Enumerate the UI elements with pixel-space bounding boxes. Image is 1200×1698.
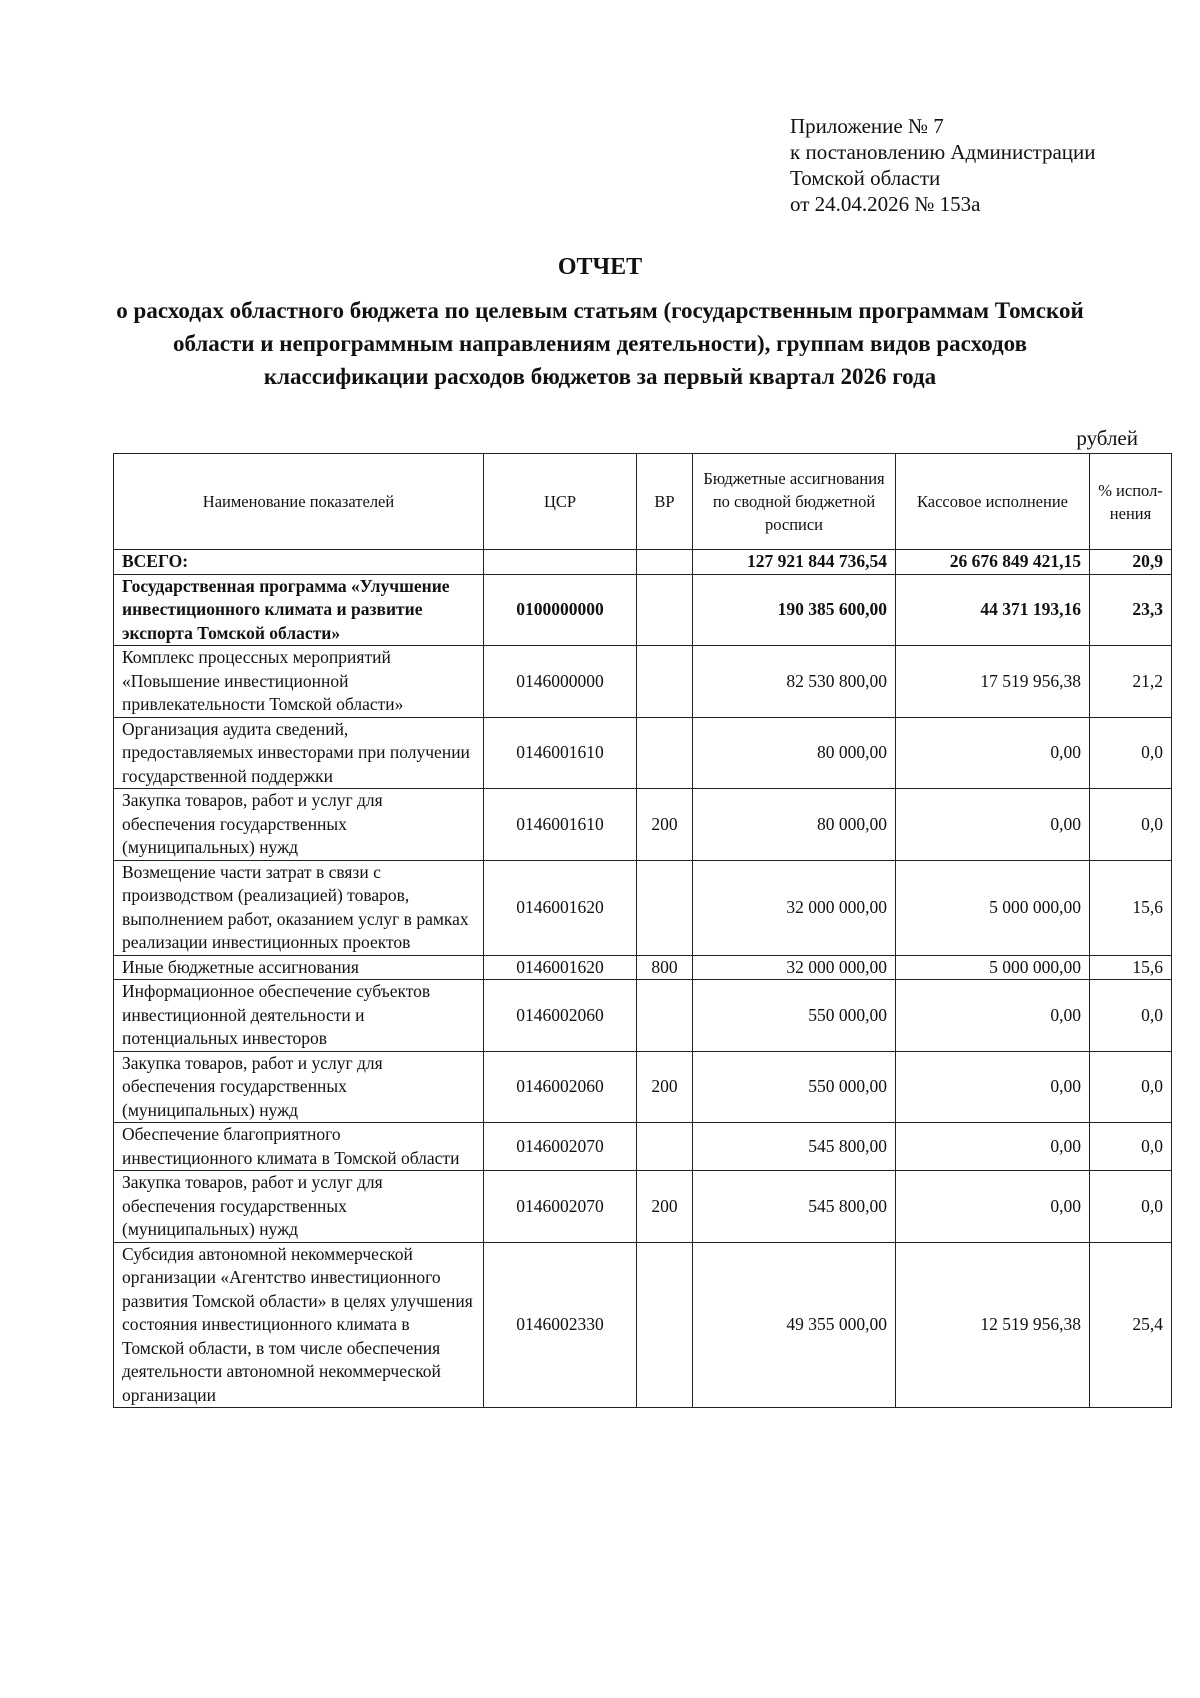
report-title: ОТЧЕТ [557, 254, 643, 280]
cell-pct: 15,6 [1090, 955, 1172, 980]
cell-cash: 5 000 000,00 [896, 860, 1090, 955]
cell-name: ВСЕГО: [114, 550, 484, 575]
header-name: Наименование показателей [114, 454, 484, 550]
cell-name: Субсидия автономной некоммерческой организации «Агентство инвестиционного развития Томской области» в целях улучшения состояния инвестиционного климата в Томской области, в том числе обеспечения деятельности автономной некоммерческой организации [114, 1242, 484, 1408]
cell-budget: 49 355 000,00 [693, 1242, 896, 1408]
cell-vr: 200 [637, 1051, 693, 1123]
cell-vr: 800 [637, 955, 693, 980]
cell-vr: 200 [637, 789, 693, 861]
appendix-reference [790, 113, 1096, 217]
cell-csr: 0146001620 [484, 860, 637, 955]
appendix-line: Приложение № 7 [790, 114, 944, 138]
units-label: рублей [1076, 426, 1138, 450]
cell-budget: 550 000,00 [693, 980, 896, 1052]
cell-cash: 17 519 956,38 [896, 646, 1090, 718]
cell-csr: 0146002070 [484, 1171, 637, 1243]
cell-vr [637, 980, 693, 1052]
report-subtitle: о расходах областного бюджета по целевым статьям (государственным программам Томской области и непрограммным направлениям деятельности), группам видов расходов классификации расходов бюджетов за первый квартал 2026 года [116, 298, 1084, 389]
cell-name: Возмещение части затрат в связи с производством (реализацией) товаров, выполнением работ, оказанием услуг в рамках реализации инвестиционных проектов [114, 860, 484, 955]
cell-budget: 545 800,00 [693, 1171, 896, 1243]
cell-budget: 127 921 844 736,54 [693, 550, 896, 575]
cell-name: Закупка товаров, работ и услуг для обеспечения государственных (муниципальных) нужд [114, 1171, 484, 1243]
table-row [114, 955, 1172, 980]
table-row [114, 550, 1172, 575]
cell-pct: 0,0 [1090, 1051, 1172, 1123]
cell-pct: 0,0 [1090, 789, 1172, 861]
table-row [114, 980, 1172, 1052]
cell-csr: 0146001610 [484, 789, 637, 861]
table-header [114, 454, 1172, 550]
cell-pct: 0,0 [1090, 980, 1172, 1052]
cell-pct: 15,6 [1090, 860, 1172, 955]
cell-csr: 0146002070 [484, 1123, 637, 1171]
appendix-line: от 24.04.2026 № 153а [790, 192, 981, 216]
table-row [114, 1051, 1172, 1123]
appendix-line: Томской области [790, 166, 941, 190]
cell-budget: 80 000,00 [693, 789, 896, 861]
cell-csr: 0146001610 [484, 717, 637, 789]
cell-vr [637, 550, 693, 575]
header-budget: Бюджетные ассигнования по сводной бюджетной росписи [693, 454, 896, 550]
cell-csr: 0146001620 [484, 955, 637, 980]
cell-name: Организация аудита сведений, предоставляемых инвесторами при получении государственной поддержки [114, 717, 484, 789]
report-table [113, 453, 1172, 1408]
cell-pct: 0,0 [1090, 717, 1172, 789]
cell-budget: 190 385 600,00 [693, 574, 896, 646]
table-row [114, 717, 1172, 789]
table-row [114, 574, 1172, 646]
cell-cash: 12 519 956,38 [896, 1242, 1090, 1408]
cell-cash: 44 371 193,16 [896, 574, 1090, 646]
appendix-line: к постановлению Администрации [790, 140, 1096, 164]
cell-budget: 82 530 800,00 [693, 646, 896, 718]
header-vr: ВР [637, 454, 693, 550]
table-row [114, 1171, 1172, 1243]
cell-name: Государственная программа «Улучшение инвестиционного климата и развитие экспорта Томской области» [114, 574, 484, 646]
cell-pct: 23,3 [1090, 574, 1172, 646]
cell-vr [637, 1242, 693, 1408]
cell-csr: 0146002330 [484, 1242, 637, 1408]
cell-pct: 21,2 [1090, 646, 1172, 718]
cell-pct: 20,9 [1090, 550, 1172, 575]
cell-cash: 0,00 [896, 789, 1090, 861]
cell-name: Закупка товаров, работ и услуг для обеспечения государственных (муниципальных) нужд [114, 1051, 484, 1123]
cell-vr [637, 1123, 693, 1171]
cell-name: Иные бюджетные ассигнования [114, 955, 484, 980]
cell-vr [637, 717, 693, 789]
cell-budget: 80 000,00 [693, 717, 896, 789]
cell-cash: 0,00 [896, 980, 1090, 1052]
header-csr: ЦСР [484, 454, 637, 550]
cell-budget: 32 000 000,00 [693, 860, 896, 955]
cell-cash: 0,00 [896, 717, 1090, 789]
cell-vr [637, 646, 693, 718]
table-row [114, 1123, 1172, 1171]
cell-csr [484, 550, 637, 575]
cell-vr: 200 [637, 1171, 693, 1243]
cell-name: Информационное обеспечение субъектов инвестиционной деятельности и потенциальных инвесторов [114, 980, 484, 1052]
table-row [114, 646, 1172, 718]
table-body [114, 550, 1172, 1408]
cell-csr: 0100000000 [484, 574, 637, 646]
cell-csr: 0146002060 [484, 980, 637, 1052]
cell-cash: 0,00 [896, 1171, 1090, 1243]
cell-name: Обеспечение благоприятного инвестиционного климата в Томской области [114, 1123, 484, 1171]
cell-pct: 0,0 [1090, 1171, 1172, 1243]
table-row [114, 789, 1172, 861]
header-cash: Кассовое исполнение [896, 454, 1090, 550]
report-heading [100, 252, 1100, 393]
cell-csr: 0146002060 [484, 1051, 637, 1123]
cell-cash: 5 000 000,00 [896, 955, 1090, 980]
cell-cash: 26 676 849 421,15 [896, 550, 1090, 575]
table-row [114, 1242, 1172, 1408]
header-pct: % испол-нения [1090, 454, 1172, 550]
cell-cash: 0,00 [896, 1051, 1090, 1123]
cell-vr [637, 574, 693, 646]
cell-csr: 0146000000 [484, 646, 637, 718]
cell-cash: 0,00 [896, 1123, 1090, 1171]
cell-budget: 545 800,00 [693, 1123, 896, 1171]
cell-vr [637, 860, 693, 955]
cell-budget: 550 000,00 [693, 1051, 896, 1123]
table-row [114, 860, 1172, 955]
cell-pct: 0,0 [1090, 1123, 1172, 1171]
cell-name: Комплекс процессных мероприятий «Повышение инвестиционной привлекательности Томской области» [114, 646, 484, 718]
cell-name: Закупка товаров, работ и услуг для обеспечения государственных (муниципальных) нужд [114, 789, 484, 861]
cell-budget: 32 000 000,00 [693, 955, 896, 980]
cell-pct: 25,4 [1090, 1242, 1172, 1408]
